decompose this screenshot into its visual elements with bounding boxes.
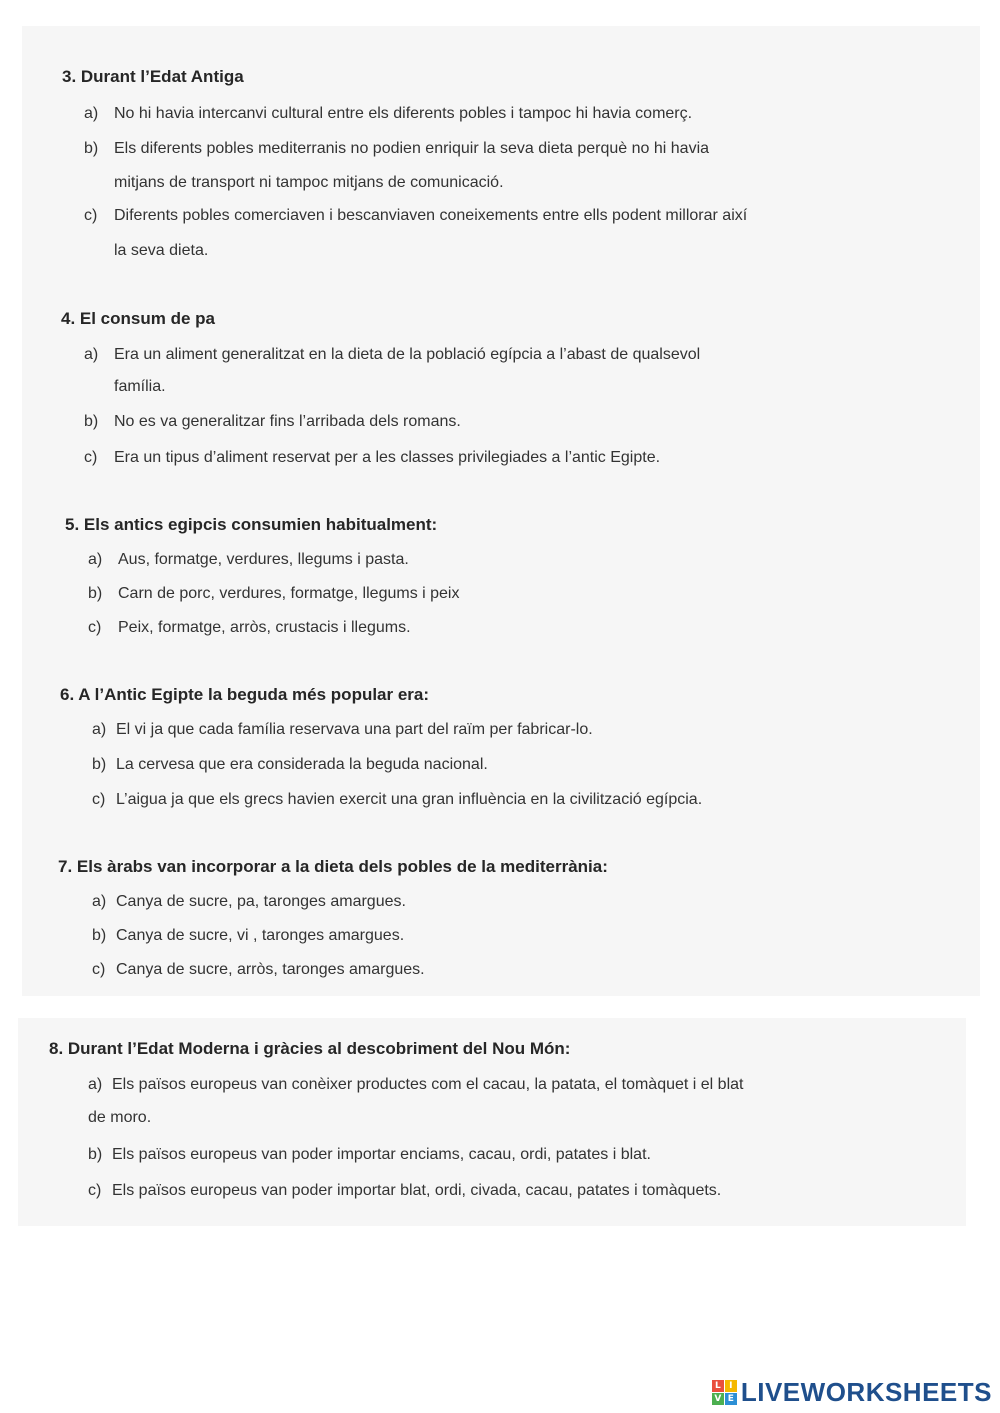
question-3-option-c[interactable] [84, 207, 747, 225]
option-text: Diferents pobles comerciaven i bescanviaven coneixements entre ells podent millorar així [114, 207, 748, 224]
option-label: b) [88, 585, 103, 602]
option-text: Era un aliment generalitzat en la dieta de la població egípcia a l’abast de qualsevol [114, 346, 701, 363]
option-label: b) [92, 756, 107, 773]
logo-mark-tile: V [712, 1393, 724, 1405]
option-label: a) [84, 105, 99, 122]
question-4-option-a-continued: família. [114, 378, 166, 395]
question-5-option-b[interactable] [88, 585, 459, 603]
option-text: L’aigua ja que els grecs havien exercit una gran influència en la civilització egípcia. [116, 791, 703, 808]
option-label: c) [88, 619, 102, 636]
question-6-title: 6. A l’Antic Egipte la beguda més popular era: [60, 685, 430, 704]
option-label: c) [92, 961, 106, 978]
question-5-option-a[interactable] [88, 551, 409, 569]
option-label: a) [88, 1076, 103, 1093]
question-3-title: 3. Durant l’Edat Antiga [62, 67, 244, 86]
option-text: Canya de sucre, arròs, taronges amargues. [116, 961, 425, 978]
question-3-option-b[interactable] [84, 140, 709, 158]
question-7-option-a[interactable] [92, 893, 406, 911]
question-8-option-a-continued: de moro. [88, 1109, 152, 1126]
question-4-option-c[interactable] [84, 449, 660, 467]
logo-mark-tile: I [725, 1380, 737, 1392]
liveworksheets-logo [712, 1377, 992, 1407]
logo-text: LIVEWORKSHEETS [740, 1376, 992, 1407]
option-label: b) [84, 413, 99, 430]
question-8-title: 8. Durant l’Edat Moderna i gràcies al descobriment del Nou Món: [49, 1039, 571, 1058]
option-label: b) [92, 927, 107, 944]
option-text: Els diferents pobles mediterranis no podien enriquir la seva dieta perquè no hi havia [114, 140, 710, 157]
question-4-option-a[interactable] [84, 346, 700, 364]
question-7-option-c[interactable] [92, 961, 425, 979]
option-label: b) [84, 140, 99, 157]
question-6-option-a[interactable] [92, 721, 593, 739]
option-label: c) [84, 449, 98, 466]
option-text: No hi havia intercanvi cultural entre els diferents pobles i tampoc hi havia comerç. [114, 105, 693, 122]
question-3-option-c-continued: la seva dieta. [114, 242, 209, 259]
option-label: a) [92, 893, 107, 910]
option-text: Els països europeus van poder importar blat, ordi, civada, cacau, patates i tomàquets. [112, 1182, 722, 1199]
option-text: El vi ja que cada família reservava una part del raïm per fabricar-lo. [116, 721, 593, 738]
option-text: La cervesa que era considerada la beguda nacional. [116, 756, 488, 773]
option-text: Canya de sucre, vi , taronges amargues. [116, 927, 405, 944]
question-7-title: 7. Els àrabs van incorporar a la dieta dels pobles de la mediterrània: [58, 857, 608, 876]
option-label: c) [92, 791, 106, 808]
option-text: No es va generalitzar fins l’arribada dels romans. [114, 413, 461, 430]
logo-mark-tile: E [725, 1393, 737, 1405]
question-5-option-c[interactable] [88, 619, 411, 637]
question-8-option-b[interactable] [88, 1146, 651, 1164]
option-text: Els països europeus van poder importar enciams, cacau, ordi, patates i blat. [112, 1146, 651, 1163]
option-text: Era un tipus d’aliment reservat per a les classes privilegiades a l’antic Egipte. [114, 449, 661, 466]
option-label: a) [88, 551, 103, 568]
logo-mark-icon [712, 1380, 737, 1405]
option-text: Peix, formatge, arròs, crustacis i llegums. [118, 619, 411, 636]
question-7-option-b[interactable] [92, 927, 404, 945]
option-label: c) [88, 1182, 102, 1199]
option-text: Carn de porc, verdures, formatge, llegums i peix [118, 585, 460, 602]
option-label: b) [88, 1146, 103, 1163]
question-8-option-c[interactable] [88, 1182, 721, 1200]
option-label: a) [84, 346, 99, 363]
option-text: Aus, formatge, verdures, llegums i pasta. [118, 551, 409, 568]
upper-content-panel [22, 26, 980, 996]
question-6-option-b[interactable] [92, 756, 488, 774]
question-4-title: 4. El consum de pa [61, 309, 215, 328]
logo-mark-tile: L [712, 1380, 724, 1392]
question-5-title: 5. Els antics egipcis consumien habitualment: [65, 515, 438, 534]
question-3-option-a[interactable] [84, 105, 692, 123]
question-8-option-a[interactable] [88, 1076, 743, 1094]
option-text: Els països europeus van conèixer productes com el cacau, la patata, el tomàquet i el blat [112, 1076, 744, 1093]
option-text: Canya de sucre, pa, taronges amargues. [116, 893, 406, 910]
option-label: c) [84, 207, 98, 224]
option-label: a) [92, 721, 107, 738]
question-6-option-c[interactable] [92, 791, 702, 809]
question-4-option-b[interactable] [84, 413, 461, 431]
question-3-option-b-continued: mitjans de transport ni tampoc mitjans de comunicació. [114, 174, 504, 191]
